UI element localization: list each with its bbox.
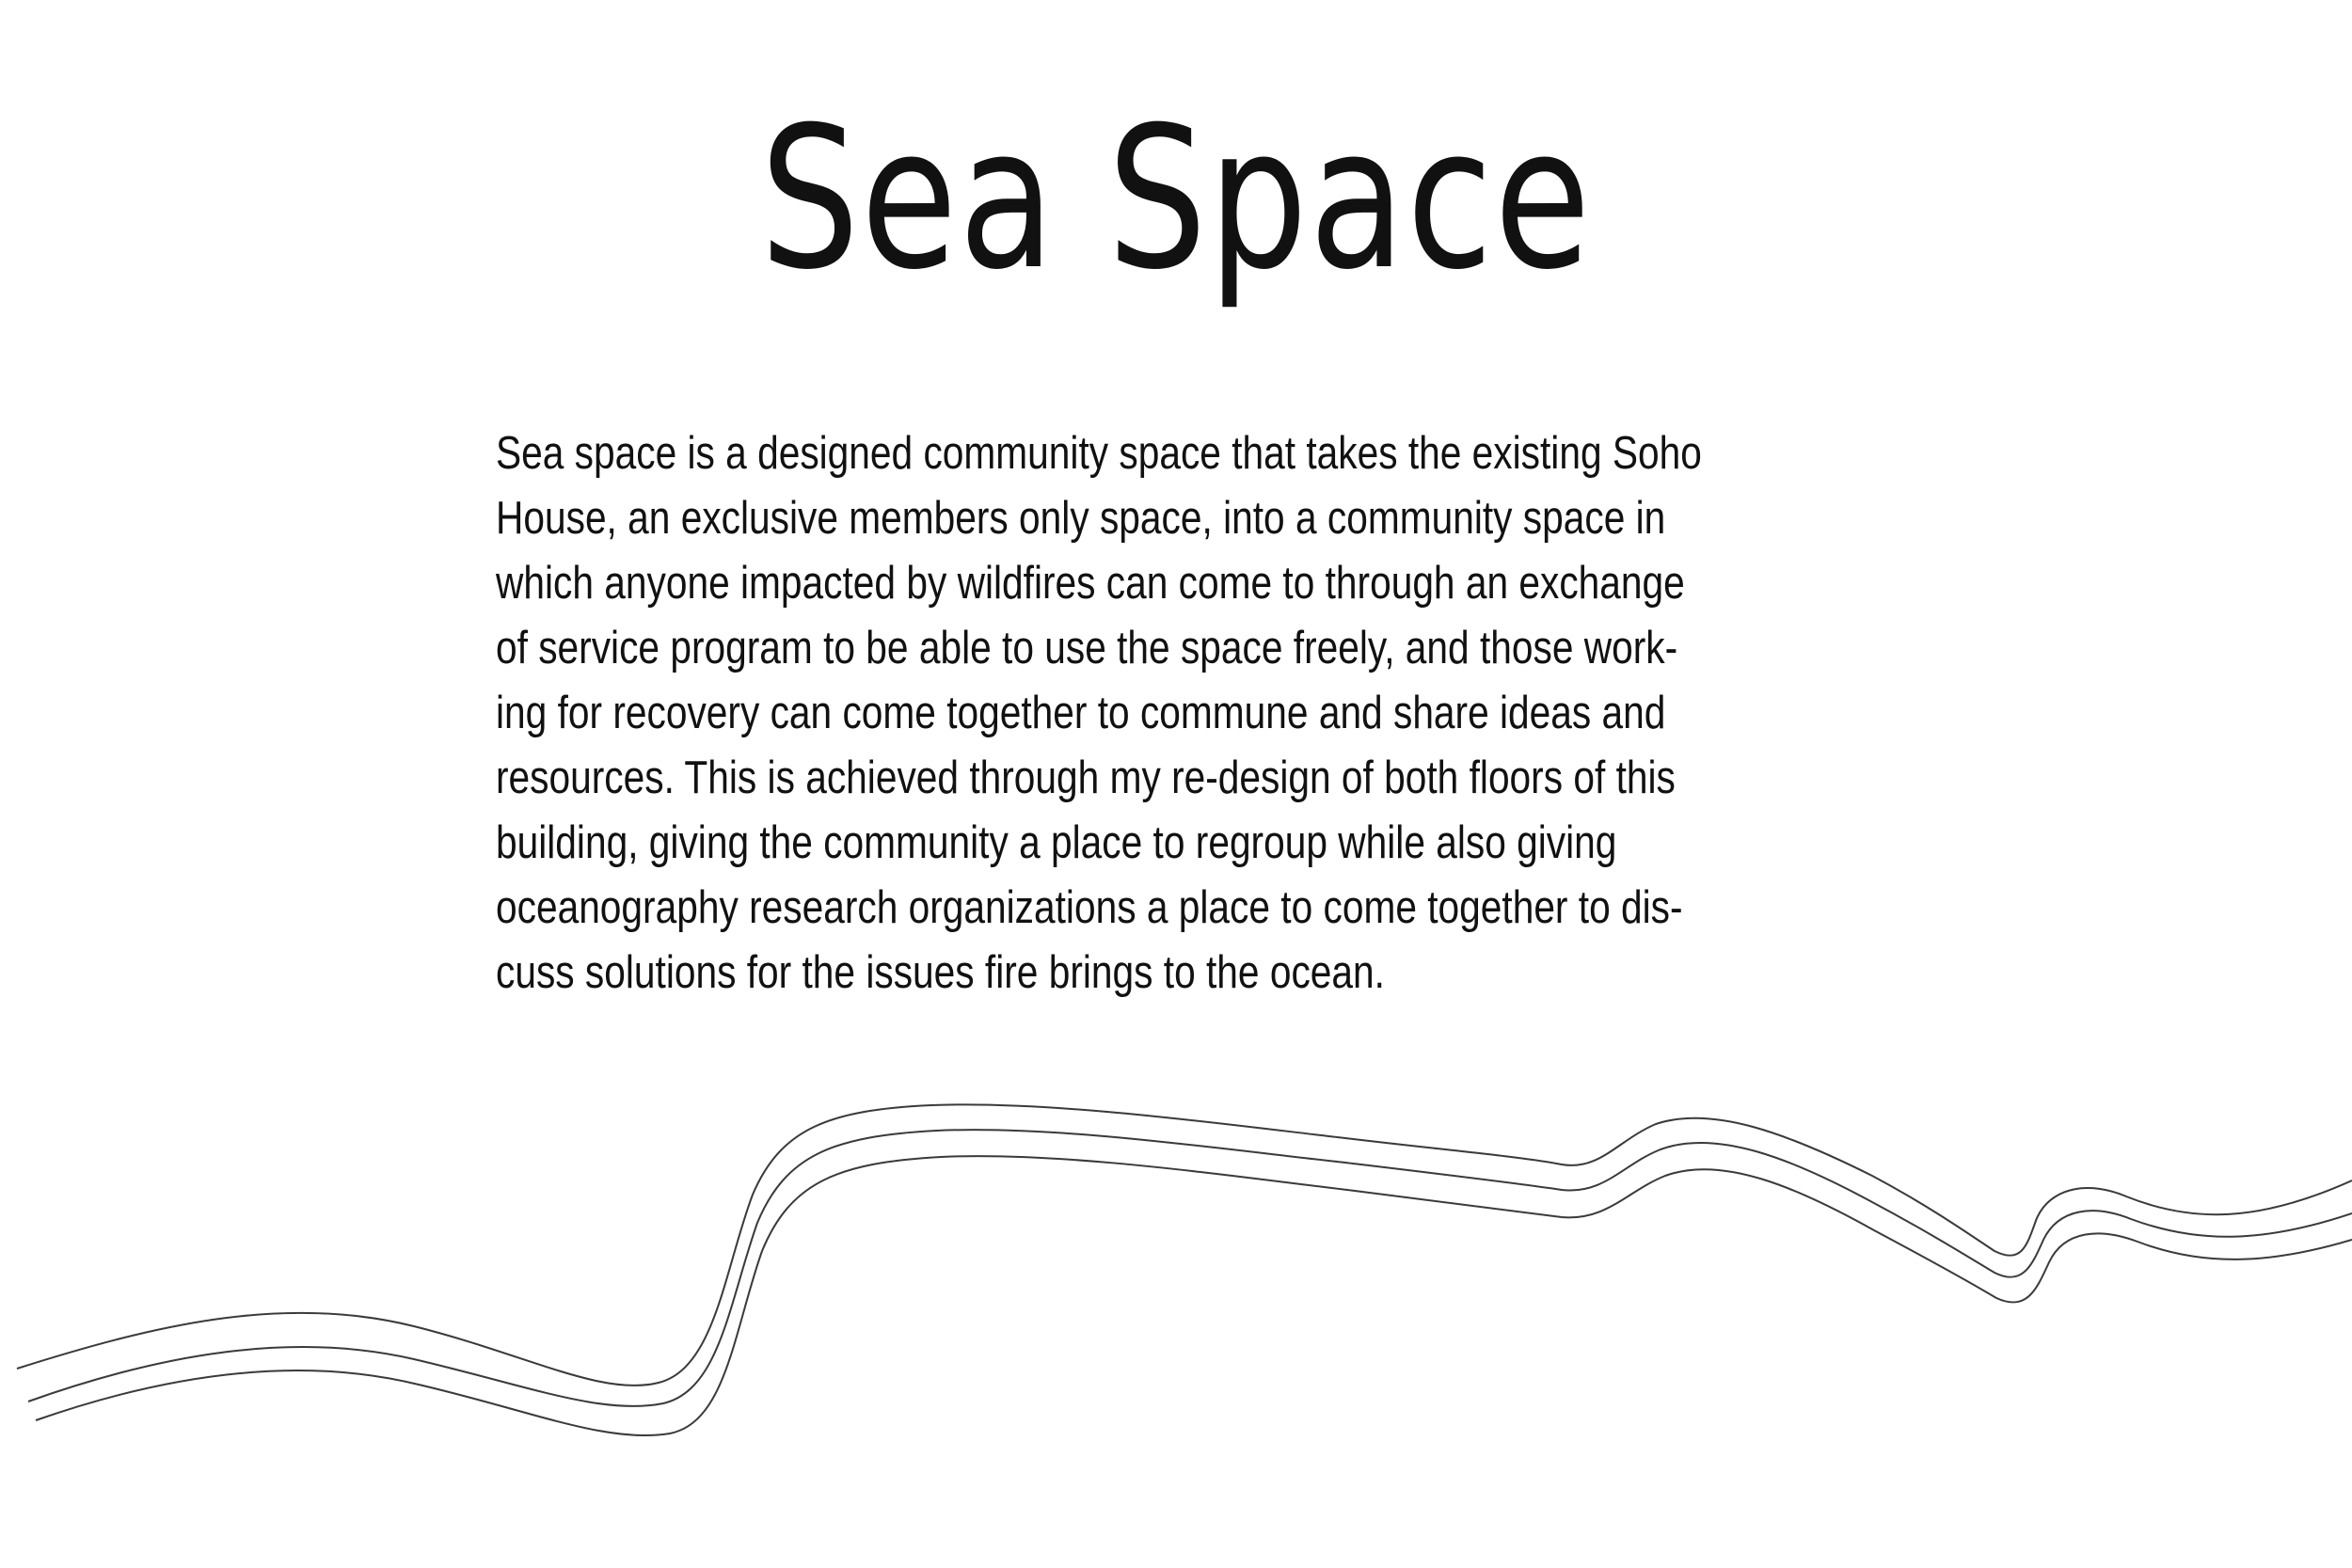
wave-line-top — [17, 1104, 2352, 1386]
description-line: cuss solutions for the issues fire brings to the ocean. — [496, 947, 1385, 998]
description-line: oceanography research organizations a place to come together to dis- — [496, 882, 1683, 933]
page-title: Sea Space — [759, 86, 1593, 313]
description-paragraph — [496, 421, 1702, 1006]
description-line: of service program to be able to use the space freely, and those work- — [496, 623, 1678, 673]
wave-line-middle — [28, 1130, 2352, 1406]
description-line: House, an exclusive members only space, into a community space in — [496, 493, 1666, 544]
description-line: resources. This is achieved through my re-design of both floors of this — [496, 752, 1676, 803]
description-line: Sea space is a designed community space that takes the existing Soho — [496, 428, 1702, 479]
wave-line-bottom — [36, 1156, 2352, 1435]
description-line: ing for recovery can come together to commune and share ideas and — [496, 688, 1666, 738]
description-line: which anyone impacted by wildfires can come to through an exchange — [496, 558, 1685, 609]
description-line: building, giving the community a place to regroup while also giving — [496, 817, 1617, 868]
